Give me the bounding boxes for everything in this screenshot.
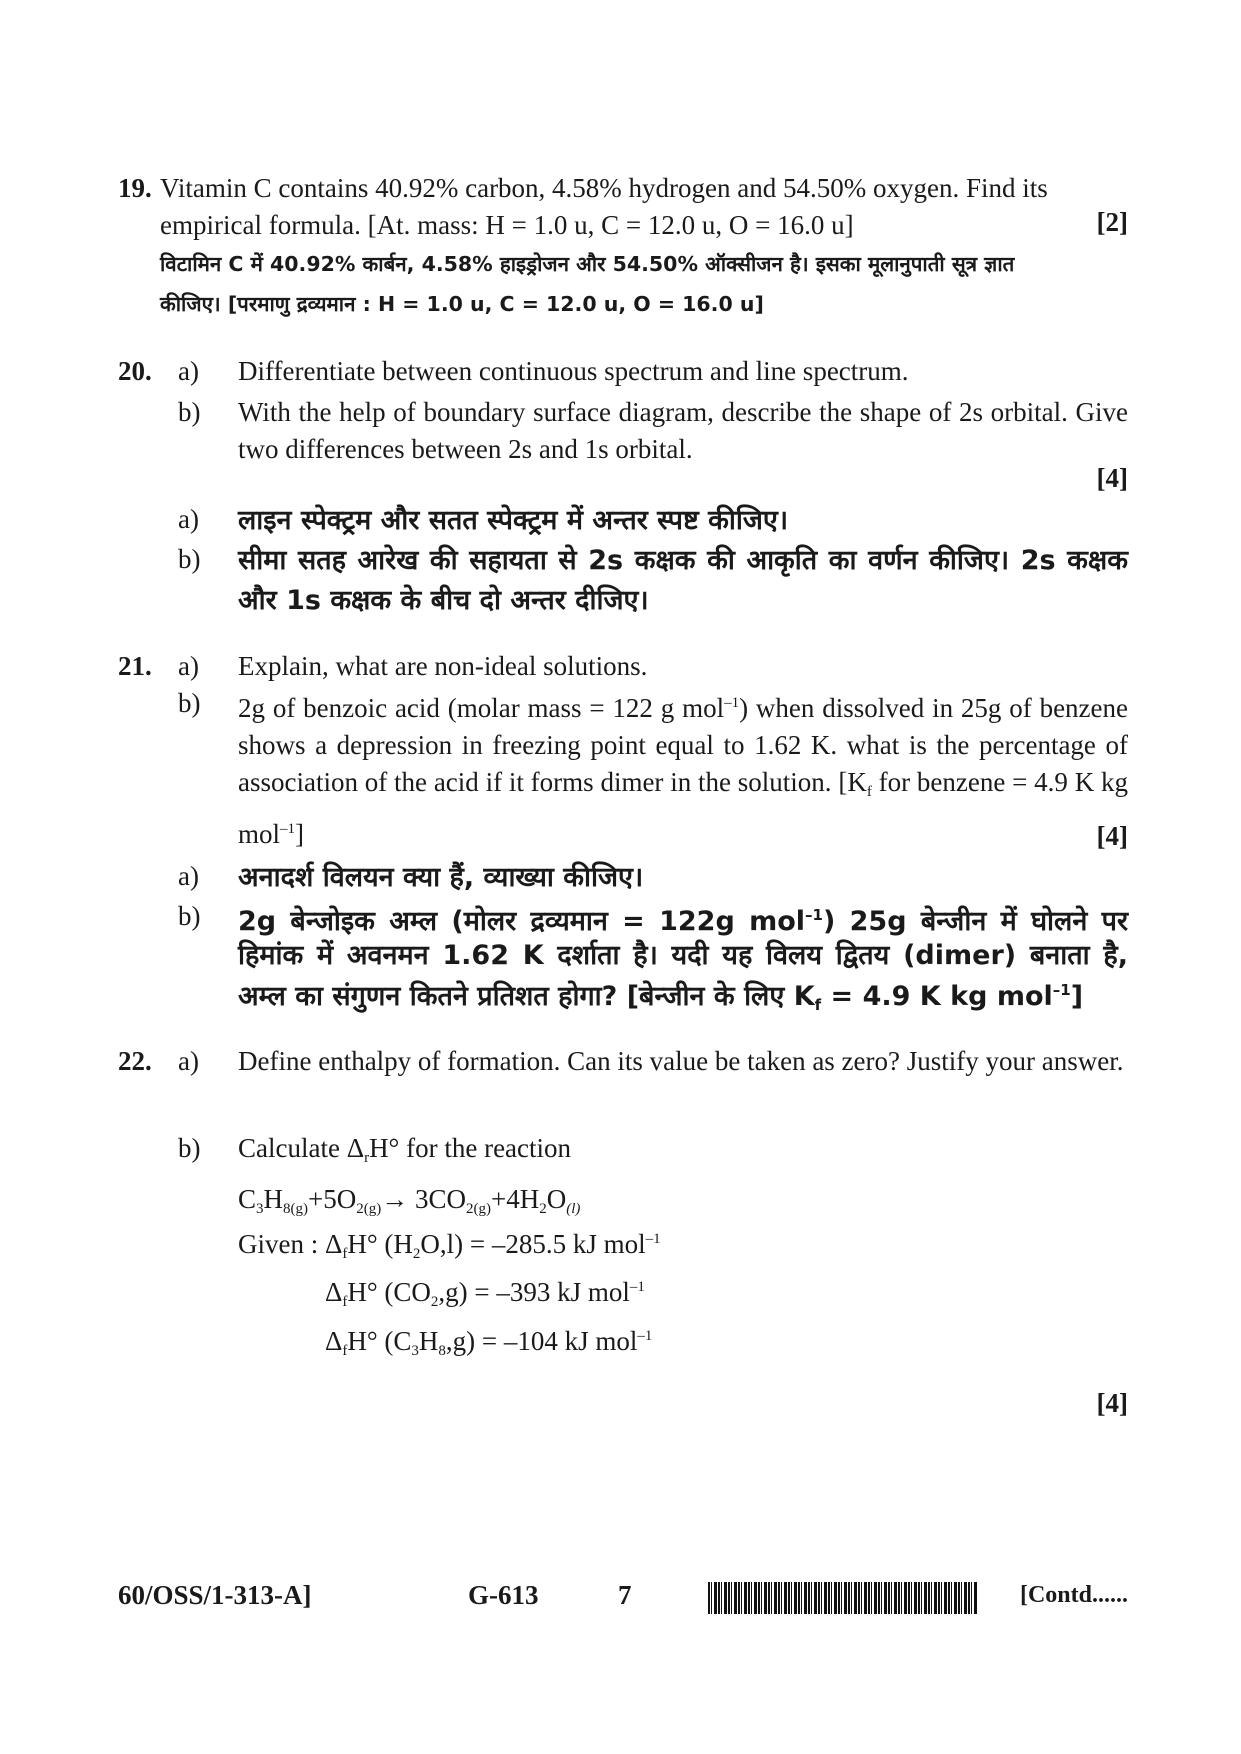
part-text: With the help of boundary surface diagram, describe the shape of 2s orbital. Give two differences between 2s and 1s orbital. [238,397,1128,464]
part-label: a) [178,651,199,681]
part-text: Explain, what are non-ideal solutions. [238,651,648,681]
given-line-3: $\Delta_fH^\circ$ $(C_3H_8,g) = -104$ kJ mol$^{-1}$ [325,1326,653,1359]
part-label: a) [178,1046,199,1076]
page-number: 7 [618,1580,632,1610]
question-text-hi: कीजिए। [परमाणु द्रव्यमान : H = 1.0 u, C = 12.0 u, O = 16.0 u] [160,292,764,316]
part-label: a) [178,861,199,891]
question-text-hi: विटामिन C में 40.92% कार्बन, 4.58% हाइड्रोजन और 54.50% ऑक्सीजन है। इसका मूलानुपाती सूत्र ज्ञात [160,252,1015,276]
part-text: Differentiate between continuous spectrum and line spectrum. [238,356,909,386]
part-text: 2g बेन्जोइक अम्ल (मोलर द्रव्यमान = 122g mol$^{-1}$) 25g बेन्जीन में घोलने पर हिमांक में अवनमन 1.62 K दर्शाता है। यदी यह विलय द्वितय (dimer) बनाता है, अम्ल का संगुणन कितने प्रतिशत होगा? [बेन्जीन के लिए $K_f = 4.9$ K kg mol$^{-1}$] [238,906,1129,1014]
paper-code: 60/OSS/1-313-A] [118,1580,312,1610]
part-text: सीमा सतह आरेख की सहायता से 2s कक्षक की आकृति का वर्णन कीजिए। 2s कक्षक और 1s कक्षक के बीच दो अन्तर दीजिए। [238,545,1128,616]
part-label: a) [178,504,199,534]
part-text: अनादर्श विलयन क्या हैं, व्याख्या कीजिए। [238,862,644,893]
given-line-2: $\Delta_fH^\circ$ $(CO_2,g) = -393$ kJ mol$^{-1}$ [325,1277,645,1310]
part-label: b) [178,397,201,427]
marks: [4] [1096,463,1128,493]
marks: [4] [1096,1388,1128,1418]
question-text-en: empirical formula. [At. mass: H = 1.0 u, C = 12.0 u, O = 16.0 u] [160,210,854,240]
reaction-equation: $C_3H_{8(g)}+5O_{2(g)}\to 3CO_{2(g)}+4H_2O_{(l)}$ [238,1184,581,1217]
marks: [2] [1096,207,1128,237]
continued-label: [Contd...... [1019,1582,1128,1608]
part-label: b) [178,544,201,574]
question-number: 21. [118,651,152,681]
given-line-1: Given : $\Delta_fH^\circ$ $(H_2O,l) = -285.5$ kJ mol$^{-1}$ [238,1229,661,1262]
question-20 [118,353,1128,616]
question-number: 20. [118,356,152,386]
part-label: b) [178,901,201,931]
part-text: Calculate $\Delta_rH^\circ$ for the reaction [238,1133,572,1166]
question-number: 19. [118,173,152,203]
question-19 [118,170,1128,320]
part-label: b) [178,688,201,718]
question-number: 22. [118,1046,152,1076]
part-text: लाइन स्पेक्ट्रम और सतत स्पेक्ट्रम में अन्तर स्पष्ट कीजिए। [238,505,789,536]
question-text-en: Vitamin C contains 40.92% carbon, 4.58% hydrogen and 54.50% oxygen. Find its [160,173,1048,203]
barcode-image [708,1582,978,1614]
page-footer [118,1580,1128,1620]
marks: [4] [1096,821,1128,851]
question-21 [118,648,1129,1014]
series-code: G-613 [468,1580,539,1610]
part-label: b) [178,1133,201,1163]
question-22 [118,1043,1128,1533]
part-text: 2g of benzoic acid (molar mass = 122 g mol$^{-1}$) when dissolved in 25g of benzene shows a depression in freezing point equal to 1.62 K. what is the percentage of association of the acid if it forms dimer in the solution. [$K_f$ for benzene = 4.9 K kg mol$^{-1}$] [238,693,1129,849]
part-label: a) [178,356,199,386]
part-text: Define enthalpy of formation. Can its value be taken as zero? Justify your answer. [238,1046,1124,1076]
